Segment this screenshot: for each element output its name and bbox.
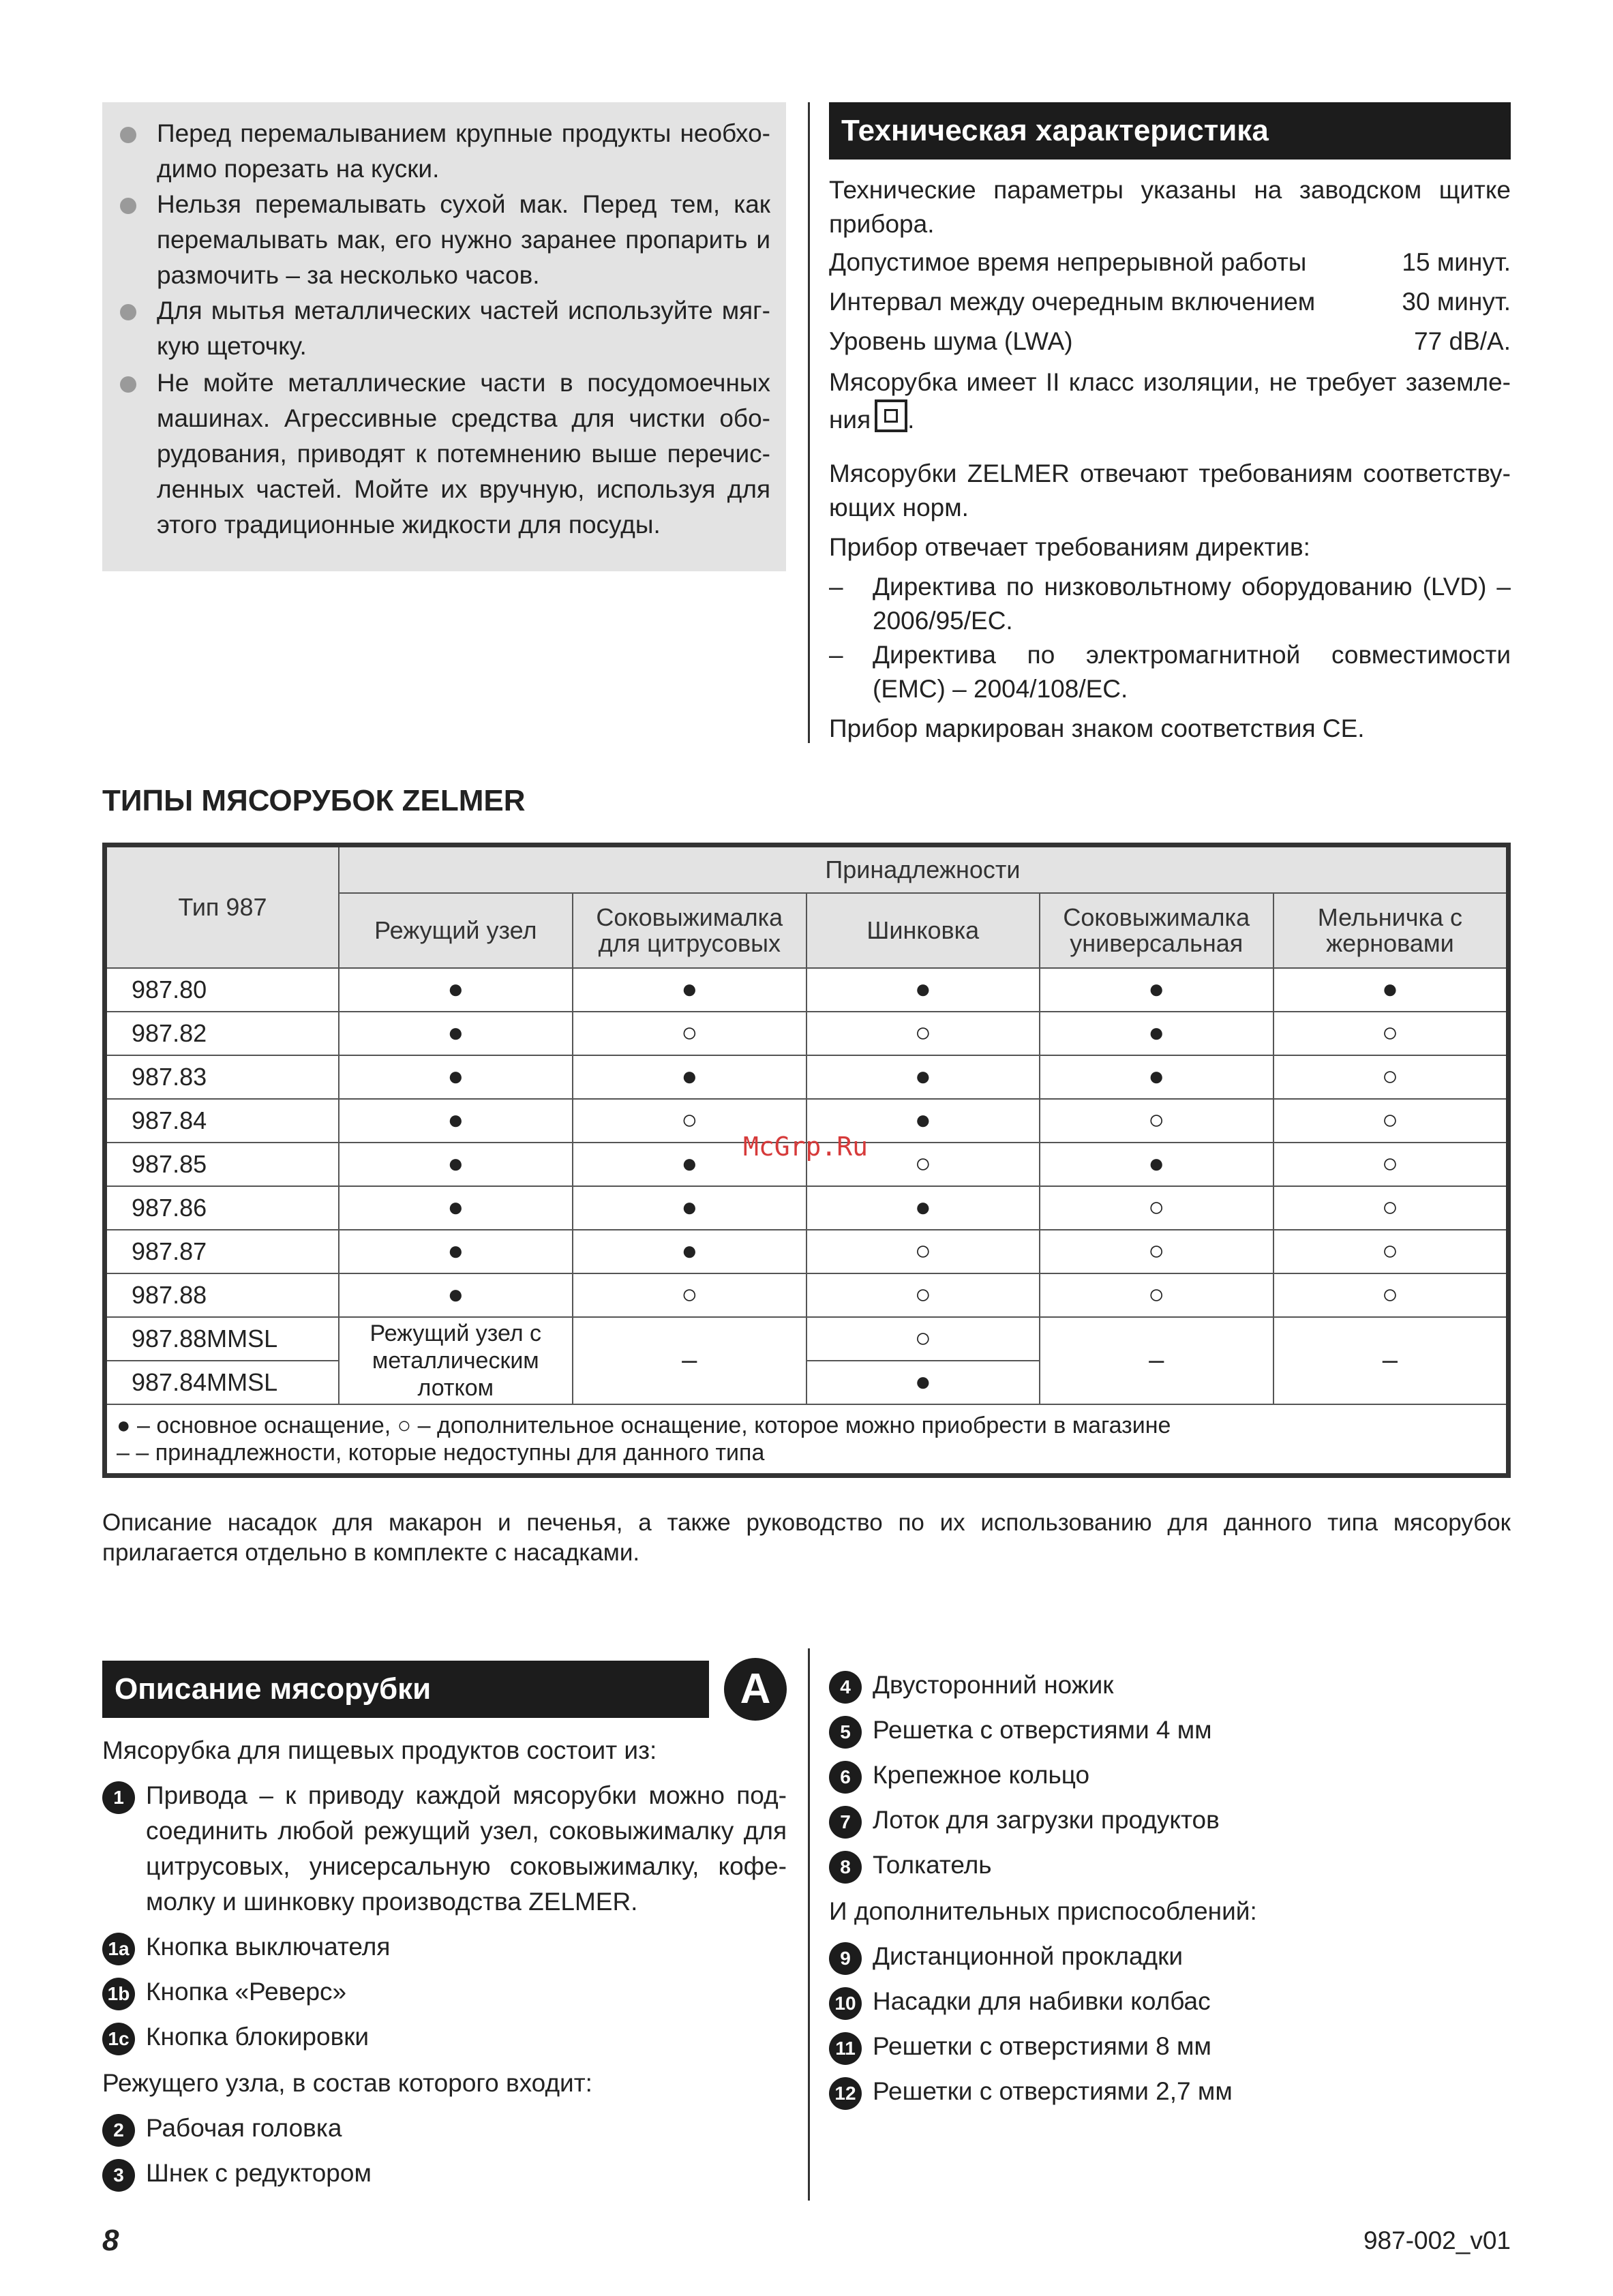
directive-item: – Директива по низковольтному оборудованию (LVD) – 2006/95/EC. xyxy=(829,573,1511,635)
tech-row-label: Интервал между очередным включением xyxy=(829,288,1316,316)
number-badge: 1 xyxy=(102,1781,135,1814)
tech-section-title: Техническая характеристика xyxy=(829,102,1511,160)
model-cell: 987.86 xyxy=(105,1186,339,1230)
part-item: 5 Решетка с отверстиями 4 мм xyxy=(829,1712,1511,1748)
bullet-icon xyxy=(120,198,136,214)
tech-row-value: 30 минут. xyxy=(1402,288,1511,316)
mark-cell: ● xyxy=(573,1143,806,1186)
bullet-icon xyxy=(120,376,136,393)
cutter-mmsl-cell: Режущий узел с металлическим лотком xyxy=(339,1317,573,1404)
column-header: Мельничка с жерновами xyxy=(1273,893,1509,968)
column-header: Соковыжималка универсальная xyxy=(1040,893,1273,968)
figure-label: A xyxy=(724,1658,787,1721)
types-table-title: ТИПЫ МЯСОРУБОК ZELMER xyxy=(102,784,526,817)
mark-cell: ● xyxy=(573,1230,806,1273)
mark-cell: ○ xyxy=(1273,1230,1509,1273)
table-row xyxy=(105,968,1509,1012)
legend-line: – – принадлежности, которые недоступны для данного типа xyxy=(117,1439,765,1466)
mark-cell: ○ xyxy=(806,1230,1040,1273)
table-row xyxy=(105,1055,1509,1099)
mark-cell: ○ xyxy=(1273,1273,1509,1317)
tip-item: Перед перемалыванием крупные продукты необхо-димо порезать на куски. xyxy=(157,116,770,187)
tech-row xyxy=(829,245,1511,280)
column-header: Соковыжималка для цитрусовых xyxy=(573,893,806,968)
mark-cell: ● xyxy=(339,1273,573,1317)
number-badge: 1c xyxy=(102,2023,135,2055)
mark-cell: ○ xyxy=(1273,1012,1509,1055)
number-badge: 8 xyxy=(829,1851,862,1884)
table-row xyxy=(105,1186,1509,1230)
mark-cell: ● xyxy=(339,1143,573,1186)
column-header: Шинковка xyxy=(806,893,1040,968)
mark-cell: ○ xyxy=(573,1099,806,1143)
mark-cell: ○ xyxy=(1040,1230,1273,1273)
tech-row xyxy=(829,285,1511,319)
part-item: 1b Кнопка «Реверс» xyxy=(102,1974,787,2010)
legend-line: ● – основное оснащение, ○ – дополнительное оснащение, которое можно приобрести в магазине xyxy=(117,1412,1171,1438)
insulation-text: Мясорубка имеет II класс изоляции, не требует заземле-ния . xyxy=(829,368,1511,434)
double-insulation-icon xyxy=(875,399,907,432)
table-row xyxy=(105,1230,1509,1273)
description-section-title: Описание мясорубки xyxy=(102,1661,709,1718)
number-badge: 1b xyxy=(102,1978,135,2010)
part-item: 1a Кнопка выключателя xyxy=(102,1929,787,1965)
type-header: Тип 987 xyxy=(105,845,339,968)
mark-cell: ○ xyxy=(573,1273,806,1317)
bullet-icon xyxy=(120,127,136,143)
column-divider xyxy=(808,102,810,743)
number-badge: 5 xyxy=(829,1716,862,1749)
model-cell: 987.88 xyxy=(105,1273,339,1317)
mark-cell: ● xyxy=(1040,968,1273,1012)
part-item: 3 Шнек с редуктором xyxy=(102,2156,787,2191)
mark-cell: ● xyxy=(339,1012,573,1055)
norms-text: Мясорубки ZELMER отвечают требованиям соответству-ющих норм. xyxy=(829,459,1511,522)
mark-cell: ● xyxy=(339,1230,573,1273)
part-item: 7 Лоток для загрузки продуктов xyxy=(829,1802,1511,1838)
mark-cell: ● xyxy=(806,968,1040,1012)
part-item: 11 Решетки с отверстиями 8 мм xyxy=(829,2029,1511,2064)
tip-item: Нельзя перемалывать сухой мак. Перед тем, как перемалывать мак, его нужно заранее пропарить и размочить – за несколько часов. xyxy=(157,187,770,293)
shredder-mmsl-cell: ○ xyxy=(806,1317,1040,1361)
mark-cell: ○ xyxy=(1040,1099,1273,1143)
mark-cell: ○ xyxy=(1273,1143,1509,1186)
column-divider xyxy=(808,1648,810,2201)
mark-cell: ● xyxy=(806,1186,1040,1230)
mark-cell: ● xyxy=(339,1186,573,1230)
mark-cell: ○ xyxy=(1040,1273,1273,1317)
table-row xyxy=(105,1012,1509,1055)
mark-cell: ○ xyxy=(806,1143,1040,1186)
attachments-note: Описание насадок для макарон и печенья, а также руководство по их использованию для данного типа мясорубок прилагается отдельно в комплекте с насадками. xyxy=(102,1509,1511,1566)
mark-cell: ● xyxy=(339,1055,573,1099)
part-item: 4 Двусторонний ножик xyxy=(829,1667,1511,1703)
number-badge: 7 xyxy=(829,1806,862,1839)
part-item: 8 Толкатель xyxy=(829,1847,1511,1883)
column-header: Режущий узел xyxy=(339,893,573,968)
part-item: 12 Решетки с отверстиями 2,7 мм xyxy=(829,2074,1511,2109)
model-cell: 987.87 xyxy=(105,1230,339,1273)
number-badge: 6 xyxy=(829,1761,862,1794)
extra-intro: И дополнительных приспособлений: xyxy=(829,1897,1257,1925)
part-item: 1 Привода – к приводу каждой мясорубки можно под-соединить любой режущий узел, соковыжималку для цитрусовых, унисерсальную соковыжималку, кофе-молку и шинковку производства ZELMER. xyxy=(102,1778,787,1920)
description-intro: Мясорубка для пищевых продуктов состоит из: xyxy=(102,1736,657,1764)
model-cell: 987.80 xyxy=(105,968,339,1012)
tech-row-value: 77 dB/A. xyxy=(1414,327,1511,355)
table-row xyxy=(105,1273,1509,1317)
number-badge: 2 xyxy=(102,2114,135,2147)
part-item: 9 Дистанционной прокладки xyxy=(829,1939,1511,1974)
table-legend xyxy=(105,1404,1509,1476)
tech-intro: Технические параметры указаны на заводском щитке прибора. xyxy=(829,176,1511,238)
part-item: 10 Насадки для набивки колбас xyxy=(829,1984,1511,2019)
number-badge: 4 xyxy=(829,1671,862,1704)
number-badge: 10 xyxy=(829,1987,862,2020)
tech-row-value: 15 минут. xyxy=(1402,248,1511,276)
watermark: McGrp.Ru xyxy=(743,1132,869,1162)
model-cell: 987.82 xyxy=(105,1012,339,1055)
mark-cell: ● xyxy=(806,1099,1040,1143)
model-cell: 987.88MMSL xyxy=(105,1317,339,1361)
bullet-icon xyxy=(120,304,136,320)
number-badge: 9 xyxy=(829,1942,862,1975)
number-badge: 3 xyxy=(102,2159,135,2192)
number-badge: 1a xyxy=(102,1933,135,1965)
mark-cell: ● xyxy=(1273,968,1509,1012)
group-header: Принадлежности xyxy=(339,845,1509,893)
number-badge: 12 xyxy=(829,2077,862,2110)
page-number: 8 xyxy=(102,2224,119,2257)
mark-cell: ○ xyxy=(806,1012,1040,1055)
mark-cell: ● xyxy=(573,968,806,1012)
mark-cell: ● xyxy=(573,1186,806,1230)
mark-cell: ● xyxy=(339,968,573,1012)
mark-cell: ○ xyxy=(1040,1186,1273,1230)
model-cell: 987.84MMSL xyxy=(105,1361,339,1404)
ce-text: Прибор маркирован знаком соответствия CE. xyxy=(829,714,1365,742)
mark-cell: ○ xyxy=(1273,1055,1509,1099)
tech-row-label: Уровень шума (LWA) xyxy=(829,327,1073,355)
tips-box xyxy=(102,102,786,571)
mark-cell: ● xyxy=(1040,1012,1273,1055)
shredder-mmsl-cell: ● xyxy=(806,1361,1040,1404)
mark-cell: ○ xyxy=(1273,1099,1509,1143)
document-code: 987-002_v01 xyxy=(1363,2226,1511,2254)
part-item: 1c Кнопка блокировки xyxy=(102,2019,787,2055)
tip-item: Для мытья металлических частей используйте мяг-кую щеточку. xyxy=(157,293,770,364)
tech-row-label: Допустимое время непрерывной работы xyxy=(829,248,1307,276)
citrus-mmsl-cell: – xyxy=(573,1317,806,1404)
universal-mmsl-cell: – xyxy=(1040,1317,1273,1404)
number-badge: 11 xyxy=(829,2032,862,2065)
directives-intro: Прибор отвечает требованиям директив: xyxy=(829,533,1310,561)
mill-mmsl-cell: – xyxy=(1273,1317,1509,1404)
mark-cell: ● xyxy=(573,1055,806,1099)
mark-cell: ● xyxy=(1040,1143,1273,1186)
mark-cell: ○ xyxy=(806,1273,1040,1317)
directive-item: – Директива по электромагнитной совместимости (EMC) – 2004/108/EC. xyxy=(829,641,1511,703)
tech-row xyxy=(829,324,1511,359)
part-item: 6 Крепежное кольцо xyxy=(829,1757,1511,1793)
mark-cell: ● xyxy=(1040,1055,1273,1099)
mark-cell: ○ xyxy=(573,1012,806,1055)
mark-cell: ○ xyxy=(1273,1186,1509,1230)
model-cell: 987.83 xyxy=(105,1055,339,1099)
model-cell: 987.85 xyxy=(105,1143,339,1186)
part-item: 2 Рабочая головка xyxy=(102,2111,787,2146)
model-cell: 987.84 xyxy=(105,1099,339,1143)
mark-cell: ● xyxy=(339,1099,573,1143)
mark-cell: ● xyxy=(806,1055,1040,1099)
tip-item: Не мойте металлические части в посудомоечных машинах. Агрессивные средства для чистки обо-рудования, приводят к потемнению выше перечис-ленных частей. Мойте их вручную, используя для этого традиционные жидкости для посуды. xyxy=(157,365,770,543)
cutter-intro: Режущего узла, в состав которого входит: xyxy=(102,2069,592,2097)
